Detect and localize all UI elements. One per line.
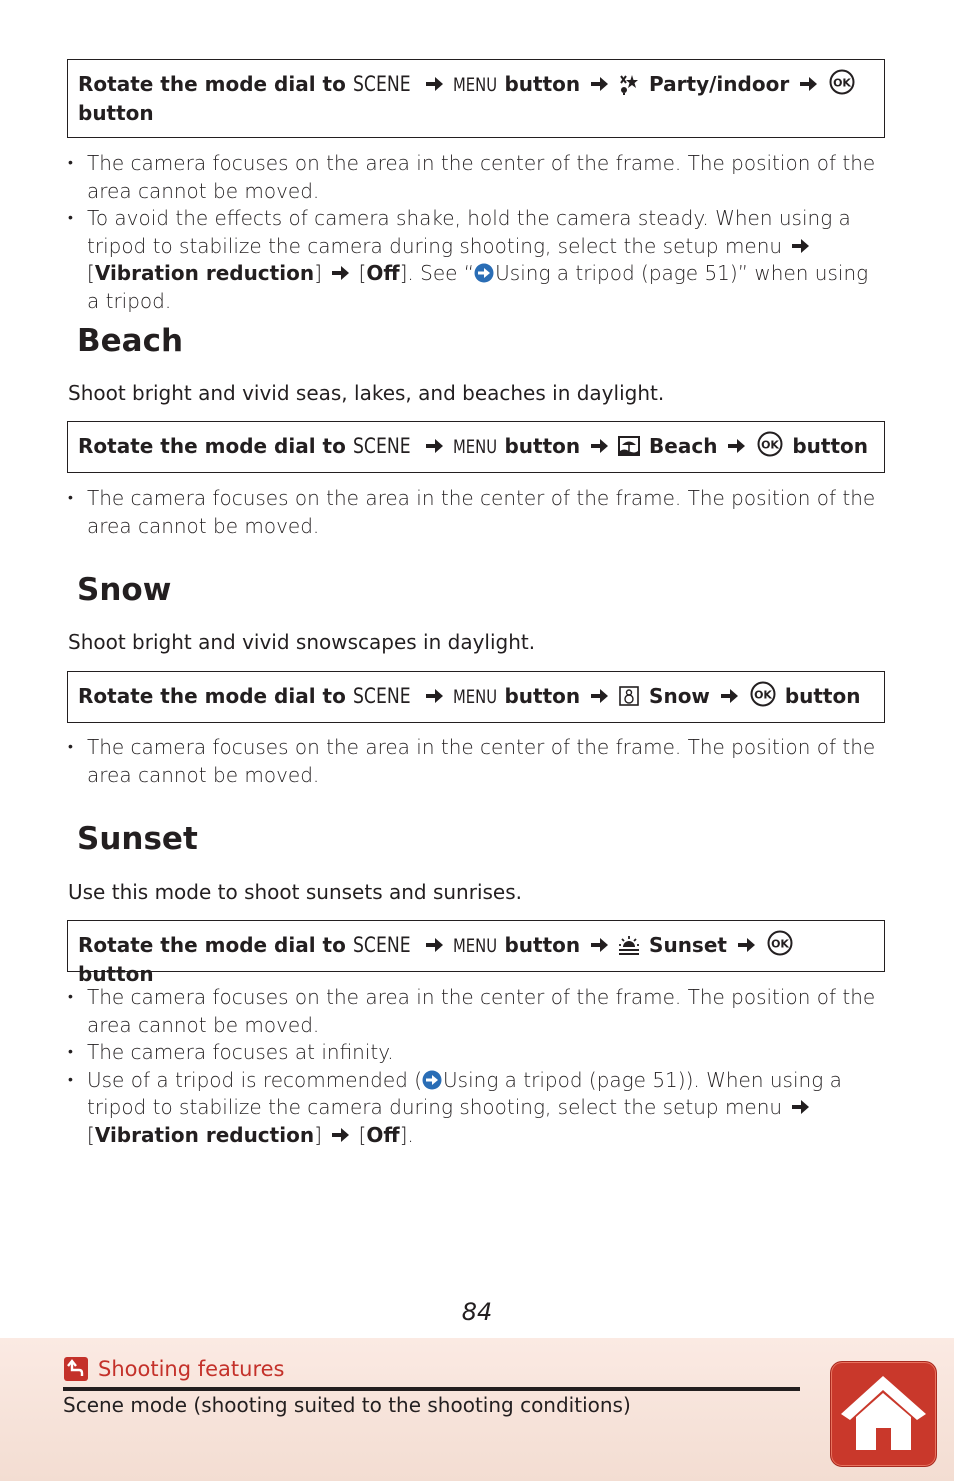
party-indoor-icon	[618, 73, 640, 95]
right-arrow-icon	[719, 686, 739, 706]
tripod-link[interactable]: Using a tripod (page 51)). When using a tripod to stabilize the camera during shooting, select the setup menu	[87, 1067, 842, 1119]
list-item: • The camera focuses on the area in the center of the frame. The position of the area cannot be moved.	[68, 485, 878, 540]
mode-name: Snow	[649, 684, 710, 708]
vibration-reduction-label: Vibration reduction	[94, 261, 315, 285]
mode-name: Sunset	[649, 933, 727, 957]
sunset-icon	[618, 934, 640, 956]
right-arrow-icon	[790, 1097, 810, 1117]
right-arrow-icon	[589, 436, 609, 456]
beach-intro: Shoot bright and vivid seas, lakes, and beaches in daylight.	[68, 381, 665, 405]
sunset-title: Sunset	[77, 821, 198, 857]
svg-text:OK: OK	[833, 76, 852, 90]
ok-button-icon	[829, 69, 855, 95]
right-arrow-icon	[424, 686, 444, 706]
reference-arrow-icon[interactable]	[474, 263, 494, 283]
scene-label: SCENE	[352, 933, 411, 957]
sunset-notes	[68, 984, 878, 1149]
list-item: • The camera focuses on the area in the center of the frame. The position of the area cannot be moved.	[68, 984, 878, 1039]
footer-section-link[interactable]	[64, 1357, 284, 1381]
snow-procedure-box	[67, 671, 885, 723]
home-button[interactable]	[830, 1361, 937, 1467]
button-word: button	[504, 933, 581, 957]
home-icon	[831, 1362, 936, 1466]
snow-title: Snow	[77, 572, 172, 608]
right-arrow-icon	[589, 74, 609, 94]
beach-procedure-box	[67, 421, 885, 473]
scene-label: SCENE	[352, 434, 411, 458]
right-arrow-icon	[424, 935, 444, 955]
procedure-prefix: Rotate the mode dial to	[78, 434, 346, 458]
tripod-link[interactable]: Using a tripod (page 51)” when using a tripod.	[87, 261, 869, 313]
mode-name: Party/indoor	[649, 72, 790, 96]
scene-label: SCENE	[352, 684, 411, 708]
svg-text:OK: OK	[761, 438, 780, 452]
party-notes	[68, 150, 878, 315]
mode-name: Beach	[649, 434, 718, 458]
beach-icon	[618, 435, 640, 457]
off-label: Off	[366, 1122, 400, 1147]
beach-title: Beach	[77, 323, 184, 359]
button-word: button	[78, 101, 154, 125]
menu-label: MENU	[452, 935, 498, 957]
sunset-procedure-box	[67, 920, 885, 986]
button-word: button	[504, 434, 581, 458]
right-arrow-icon	[589, 686, 609, 706]
party-procedure-box	[67, 59, 885, 138]
right-arrow-icon	[330, 1125, 350, 1145]
snow-icon	[618, 685, 640, 707]
right-arrow-icon	[424, 74, 444, 94]
snow-intro: Shoot bright and vivid snowscapes in daylight.	[68, 630, 536, 654]
right-arrow-icon	[330, 263, 350, 283]
button-word: button	[78, 962, 154, 986]
procedure-prefix: Rotate the mode dial to	[78, 684, 346, 708]
page-number: 84	[461, 1298, 493, 1326]
right-arrow-icon	[790, 236, 810, 256]
footer-subtitle: Scene mode (shooting suited to the shooting conditions)	[63, 1393, 631, 1417]
ok-button-icon	[767, 930, 793, 956]
vibration-reduction-label: Vibration reduction	[94, 1122, 315, 1147]
button-word: button	[792, 434, 869, 458]
button-word: button	[504, 72, 581, 96]
menu-label: MENU	[452, 436, 498, 458]
beach-notes	[68, 485, 878, 540]
button-word: button	[784, 684, 861, 708]
reference-arrow-icon[interactable]	[422, 1070, 442, 1090]
ok-button-icon	[757, 431, 783, 457]
off-label: Off	[366, 261, 400, 285]
list-item: • The camera focuses on the area in the center of the frame. The position of the area cannot be moved.	[68, 734, 878, 789]
svg-text:OK: OK	[753, 688, 772, 702]
button-word: button	[504, 684, 581, 708]
right-arrow-icon	[736, 935, 756, 955]
menu-label: MENU	[452, 74, 498, 96]
right-arrow-icon	[726, 436, 746, 456]
procedure-prefix: Rotate the mode dial to	[78, 933, 346, 957]
right-arrow-icon	[798, 74, 818, 94]
procedure-prefix: Rotate the mode dial to	[78, 72, 346, 96]
snow-notes	[68, 734, 878, 789]
scene-label: SCENE	[352, 72, 411, 96]
right-arrow-icon	[424, 436, 444, 456]
back-section-icon	[64, 1357, 88, 1381]
ok-button-icon	[750, 681, 776, 707]
right-arrow-icon	[589, 935, 609, 955]
list-item: • The camera focuses at infinity.	[68, 1039, 878, 1067]
list-item: • The camera focuses on the area in the center of the frame. The position of the area cannot be moved.	[68, 150, 878, 205]
list-item: • To avoid the effects of camera shake, hold the camera steady. When using a tripod to stabilize the camera during shooting, select the setup menu [Vibration reduction] [Off]. See “ Using a tripod (page 51)” when using a tripod.	[68, 205, 878, 315]
footer-section-label[interactable]: Shooting features	[98, 1357, 285, 1381]
list-item: • Use of a tripod is recommended ( Using a tripod (page 51)). When using a tripod to stabilize the camera during shooting, select the setup menu [Vibration reduction] [Off].	[68, 1067, 878, 1150]
svg-text:OK: OK	[770, 937, 789, 951]
menu-label: MENU	[452, 686, 498, 708]
sunset-intro: Use this mode to shoot sunsets and sunrises.	[68, 880, 523, 904]
